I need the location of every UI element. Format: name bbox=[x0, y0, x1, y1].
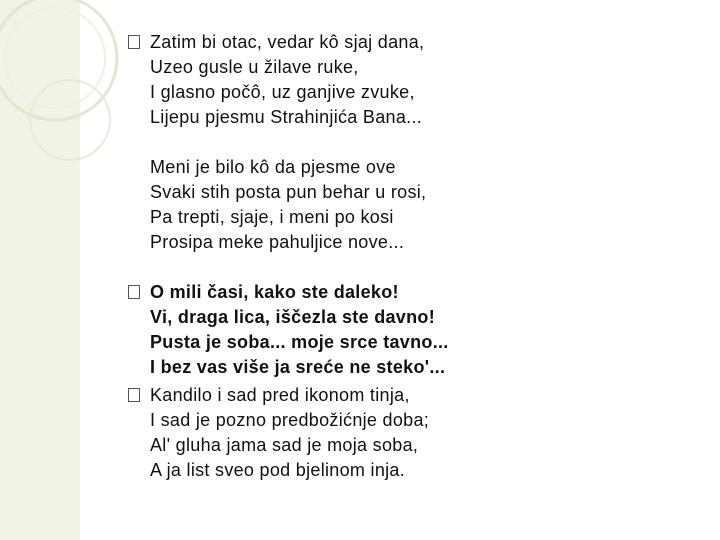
stanza-4 bbox=[128, 383, 688, 483]
stanza-2-line-1: Meni je bilo kô da pjesme ove bbox=[150, 157, 396, 177]
stanza-2-line-2: Svaki stih posta pun behar u rosi, bbox=[150, 182, 427, 202]
stanza-3-line-1: O mili časi, kako ste daleko! bbox=[150, 282, 399, 302]
stanza-3 bbox=[128, 280, 688, 380]
stanza-3-line-2: Vi, draga lica, iščezla ste davno! bbox=[150, 307, 435, 327]
missing-glyph-box-icon bbox=[128, 35, 140, 49]
missing-glyph-box-icon bbox=[128, 285, 140, 299]
stanza-4-line-3: Al' gluha jama sad je moja soba, bbox=[150, 435, 419, 455]
stanza-3-line-4: I bez vas više ja sreće ne steko'... bbox=[150, 357, 446, 377]
stanza-4-line-1: Kandilo i sad pred ikonom tinja, bbox=[150, 385, 410, 405]
stanza-2-line-4: Prosipa meke pahuljice nove... bbox=[150, 232, 405, 252]
stanza-4-line-4: A ja list sveo pod bjelinom inja. bbox=[150, 460, 406, 480]
stanza-2 bbox=[128, 155, 688, 255]
stanza-1-line-1: Zatim bi otac, vedar kô sjaj dana, bbox=[150, 32, 425, 52]
stanza-4-line-2: I sad je pozno predbožićnje doba; bbox=[150, 410, 430, 430]
stanza-1-line-4: Lijepu pjesmu Strahinjića Bana... bbox=[150, 107, 423, 127]
stanza-1-line-2: Uzeo gusle u žilave ruke, bbox=[150, 57, 359, 77]
stanza-1 bbox=[128, 30, 688, 130]
stanza-2-line-3: Pa trepti, sjaje, i meni po kosi bbox=[150, 207, 394, 227]
poem-text-body bbox=[128, 30, 688, 483]
stanza-1-line-3: I glasno počô, uz ganjive zvuke, bbox=[150, 82, 415, 102]
missing-glyph-box-icon bbox=[128, 388, 140, 402]
stanza-3-line-3: Pusta je soba... moje srce tavno... bbox=[150, 332, 449, 352]
